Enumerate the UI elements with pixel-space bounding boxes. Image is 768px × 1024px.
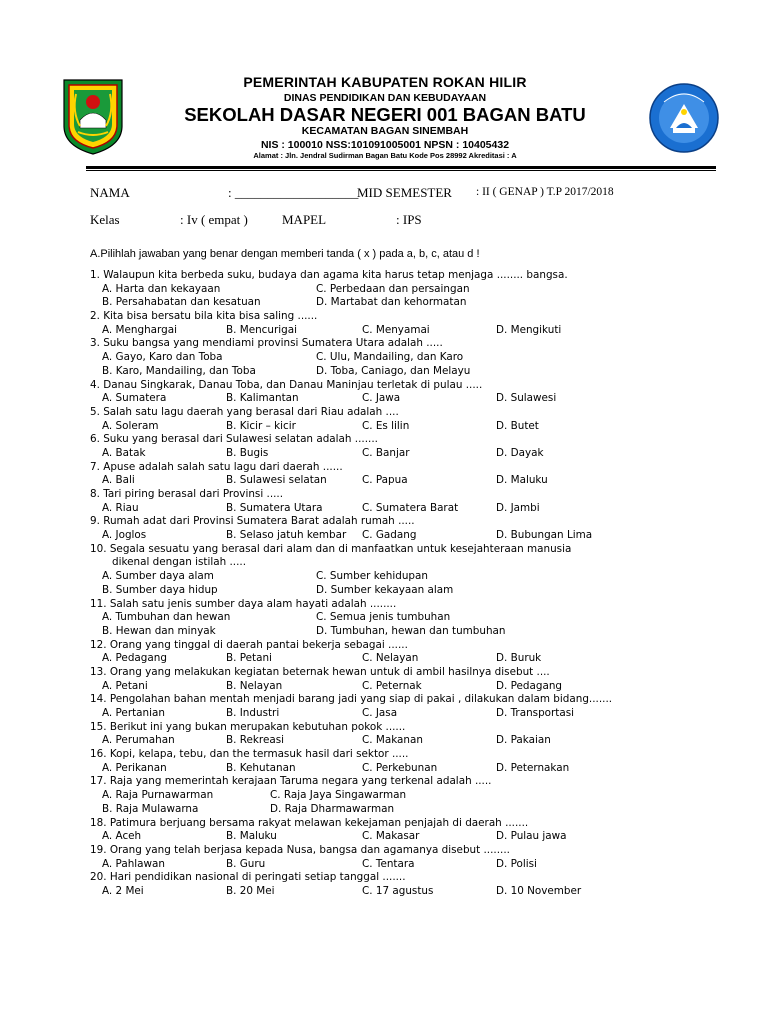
option-row [90,858,730,872]
instruction-text: A.Pilihlah jawaban yang benar dengan memberi tanda ( x ) pada a, b, c, atau d ! [90,248,480,260]
option-a[interactable]: A. Riau [102,501,139,514]
question-text: 20. Hari pendidikan nasional di peringati setiap tanggal ....... [90,871,406,884]
option-d[interactable]: D. Pedagang [496,679,563,692]
question-text: 11. Salah satu jenis sumber daya alam hayati adalah ........ [90,597,397,610]
option-row [90,324,730,338]
option-b[interactable]: B. Raja Mulawarna [102,802,199,815]
question-text: 1. Walaupun kita berbeda suku, budaya dan agama kita harus tetap menjaga ........ bangsa. [90,269,568,281]
option-row [90,392,730,406]
tut-wuri-handayani-logo-icon [648,82,720,154]
mapel-label: MAPEL [282,212,327,227]
option-b[interactable]: B. Petani [226,652,272,665]
question-text: 7. Apuse adalah salah satu lagu dari daerah ...... [90,460,343,473]
option-c[interactable]: C. Banjar [362,446,410,459]
option-b[interactable]: B. 20 Mei [226,884,275,897]
option-d[interactable]: D. Butet [496,419,539,432]
option-d[interactable]: D. Tumbuhan, hewan dan tumbuhan [316,624,506,637]
option-a[interactable]: A. Sumatera [102,392,167,405]
option-d[interactable]: D. Mengikuti [496,323,562,336]
option-a[interactable]: A. 2 Mei [102,884,144,897]
option-a[interactable]: A. Gayo, Karo dan Toba [102,351,223,364]
option-a[interactable]: A. Raja Purnawarman [102,789,214,802]
option-row [90,707,730,721]
option-d[interactable]: D. Peternakan [496,761,570,774]
question-text: 4. Danau Singkarak, Danau Toba, dan Danau Maninjau terletak di pulau ..... [90,378,483,391]
option-c[interactable]: C. Perbedaan dan persaingan [316,282,470,295]
option-d[interactable]: D. Transportasi [496,707,575,719]
option-a[interactable]: A. Soleram [102,419,159,432]
option-c[interactable]: C. 17 agustus [362,884,434,897]
question-text: 5. Salah satu lagu daerah yang berasal dari Riau adalah .... [90,405,399,418]
school-name: SEKOLAH DASAR NEGERI 001 BAGAN BATU [184,104,586,125]
option-d[interactable]: D. Jambi [496,501,540,514]
question-text: 19. Orang yang telah berjasa kepada Nusa, bangsa dan agamanya disebut ........ [90,843,510,856]
nama-value: : ___________________ [228,185,359,200]
school-address: Alamat : Jln. Jendral Sudirman Bagan Batu Kode Pos 28992 Akreditasi : A [253,151,517,160]
option-b[interactable]: B. Sulawesi selatan [226,474,327,487]
option-a[interactable]: A. Tumbuhan dan hewan [102,611,231,624]
option-c[interactable]: C. Es lilin [362,419,410,432]
option-a[interactable]: A. Pedagang [102,652,167,665]
kelas-value: : Iv ( empat ) [180,212,248,227]
option-a[interactable]: A. Perikanan [102,761,167,774]
option-row [90,762,730,776]
question-text: 13. Orang yang melakukan kegiatan beternak hewan untuk di ambil hasilnya disebut .... [90,665,550,678]
option-b[interactable]: B. Bugis [226,446,269,459]
question-text: 12. Orang yang tinggal di daerah pantai bekerja sebagai ...... [90,638,408,651]
option-c[interactable]: C. Nelayan [362,652,419,665]
option-b[interactable]: B. Maluku [226,830,277,843]
option-row [90,789,730,803]
option-c[interactable]: C. Ulu, Mandailing, dan Karo [316,351,464,364]
option-a[interactable]: A. Batak [102,446,146,459]
option-b[interactable]: B. Guru [226,857,266,870]
question-text: 15. Berikut ini yang bukan merupakan kebutuhan pokok ...... [90,720,406,733]
option-d[interactable]: D. Pakaian [496,734,551,747]
option-row [90,447,730,461]
option-row [90,611,730,625]
option-d[interactable]: D. Sulawesi [496,392,557,405]
question-list [90,269,730,899]
option-row [90,529,730,543]
option-b[interactable]: B. Industri [226,707,280,719]
option-d[interactable]: D. Polisi [496,857,537,870]
option-row [90,502,730,516]
mapel-value: : IPS [396,212,422,227]
option-row [90,584,730,598]
option-row [90,625,730,639]
option-row [90,570,730,584]
option-d[interactable]: D. Martabat dan kehormatan [316,296,467,309]
option-b[interactable]: B. Persahabatan dan kesatuan [102,296,261,309]
question-text: 16. Kopi, kelapa, tebu, dan the termasuk hasil dari sektor ..... [90,748,409,761]
option-d[interactable]: D. Bubungan Lima [496,529,593,542]
rokan-hilir-logo-icon [58,76,128,156]
option-c[interactable]: C. Semua jenis tumbuhan [316,611,451,624]
option-c[interactable]: C. Jasa [362,707,398,719]
option-b[interactable]: B. Mencurigai [226,323,297,336]
nama-label: NAMA [90,185,130,200]
option-a[interactable]: A. Pahlawan [102,857,165,870]
question-text: 14. Pengolahan bahan mentah menjadi barang jadi yang siap di pakai , dilakukan dalam bidang....... [90,693,613,706]
option-a[interactable]: A. Joglos [102,529,147,542]
option-d[interactable]: D. Toba, Caniago, dan Melayu [316,364,471,377]
option-a[interactable]: A. Perumahan [102,734,175,747]
option-row [90,283,730,297]
option-c[interactable]: C. Jawa [362,392,401,405]
option-b[interactable]: B. Nelayan [226,679,283,692]
option-row [90,351,730,365]
option-d[interactable]: D. 10 November [496,884,582,897]
option-a[interactable]: A. Bali [102,474,135,487]
question-text: 10. Segala sesuatu yang berasal dari alam dan di manfaatkan untuk kesejahteraan manusia [90,542,572,555]
option-a[interactable]: A. Aceh [102,830,142,843]
option-d[interactable]: D. Sumber kekayaan alam [316,583,454,596]
school-codes: NIS : 100010 NSS:101091005001 NPSN : 10405432 [260,139,510,151]
option-a[interactable]: A. Menghargai [102,323,177,336]
option-c[interactable]: C. Menyamai [362,323,430,336]
question-text: 2. Kita bisa bersatu bila kita bisa saling ...... [90,310,318,323]
option-c[interactable]: C. Sumatera Barat [362,501,459,514]
semester-value: : II ( GENAP ) T.P 2017/2018 [476,186,614,198]
option-b[interactable]: B. Kalimantan [226,392,299,405]
option-row [90,296,730,310]
option-row [90,474,730,488]
option-d[interactable]: D. Buruk [496,652,542,665]
option-b[interactable]: B. Kehutanan [226,761,296,774]
option-a[interactable]: A. Harta dan kekayaan [102,282,221,295]
option-c[interactable]: C. Sumber kehidupan [316,570,428,583]
government-title: PEMERINTAH KABUPATEN ROKAN HILIR [243,74,527,90]
option-a[interactable]: A. Petani [102,679,148,692]
kelas-label: Kelas [90,212,120,227]
option-b[interactable]: B. Sumber daya hidup [102,583,218,596]
question-text-continued: dikenal dengan istilah ..... [112,556,247,569]
option-b[interactable]: B. Hewan dan minyak [102,624,216,637]
department-title: DINAS PENDIDIKAN DAN KEBUDAYAAN [283,92,487,104]
option-row [90,734,730,748]
option-c[interactable]: C. Gadang [362,529,417,542]
option-d[interactable]: D. Dayak [496,446,544,459]
option-c[interactable]: C. Perkebunan [362,761,438,774]
option-b[interactable]: B. Selaso jatuh kembar [226,529,347,542]
option-row [90,652,730,666]
option-row [90,830,730,844]
question-text: 18. Patimura berjuang bersama rakyat melawan kekejaman penjajah di daerah ....... [90,816,529,829]
question-text: 17. Raja yang memerintah kerajaan Taruma negara yang terkenal adalah ..... [90,775,492,788]
option-a[interactable]: A. Sumber daya alam [102,570,214,583]
header-divider-thick [86,166,716,169]
question-text: 6. Suku yang berasal dari Sulawesi selatan adalah ....... [90,433,378,446]
option-b[interactable]: B. Rekreasi [226,734,285,747]
option-c[interactable]: C. Tentara [362,857,415,870]
question-text: 9. Rumah adat dari Provinsi Sumatera Barat adalah rumah ..... [90,515,415,528]
option-d[interactable]: D. Raja Dharmawarman [270,802,395,815]
option-row [90,420,730,434]
option-c[interactable]: C. Makanan [362,734,423,747]
option-b[interactable]: B. Kicir – kicir [226,419,296,432]
question-text: 3. Suku bangsa yang mendiami provinsi Sumatera Utara adalah ..... [90,337,443,350]
option-row [90,365,730,379]
option-row [90,885,730,899]
option-row [90,803,730,817]
option-c[interactable]: C. Papua [362,474,408,487]
option-row [90,680,730,694]
option-d[interactable]: D. Maluku [496,474,548,487]
option-b[interactable]: B. Karo, Mandailing, dan Toba [102,364,256,377]
option-c[interactable]: C. Peternak [362,679,422,692]
option-c[interactable]: C. Makasar [362,830,420,843]
option-b[interactable]: B. Sumatera Utara [226,501,323,514]
semester-label: MID SEMESTER [357,185,452,200]
option-c[interactable]: C. Raja Jaya Singawarman [270,789,407,802]
option-a[interactable]: A. Pertanian [102,707,165,719]
option-d[interactable]: D. Pulau jawa [496,830,567,843]
district-name: KECAMATAN BAGAN SINEMBAH [301,125,469,137]
question-text: 8. Tari piring berasal dari Provinsi ..... [90,488,284,500]
header-divider-thin [86,170,716,171]
